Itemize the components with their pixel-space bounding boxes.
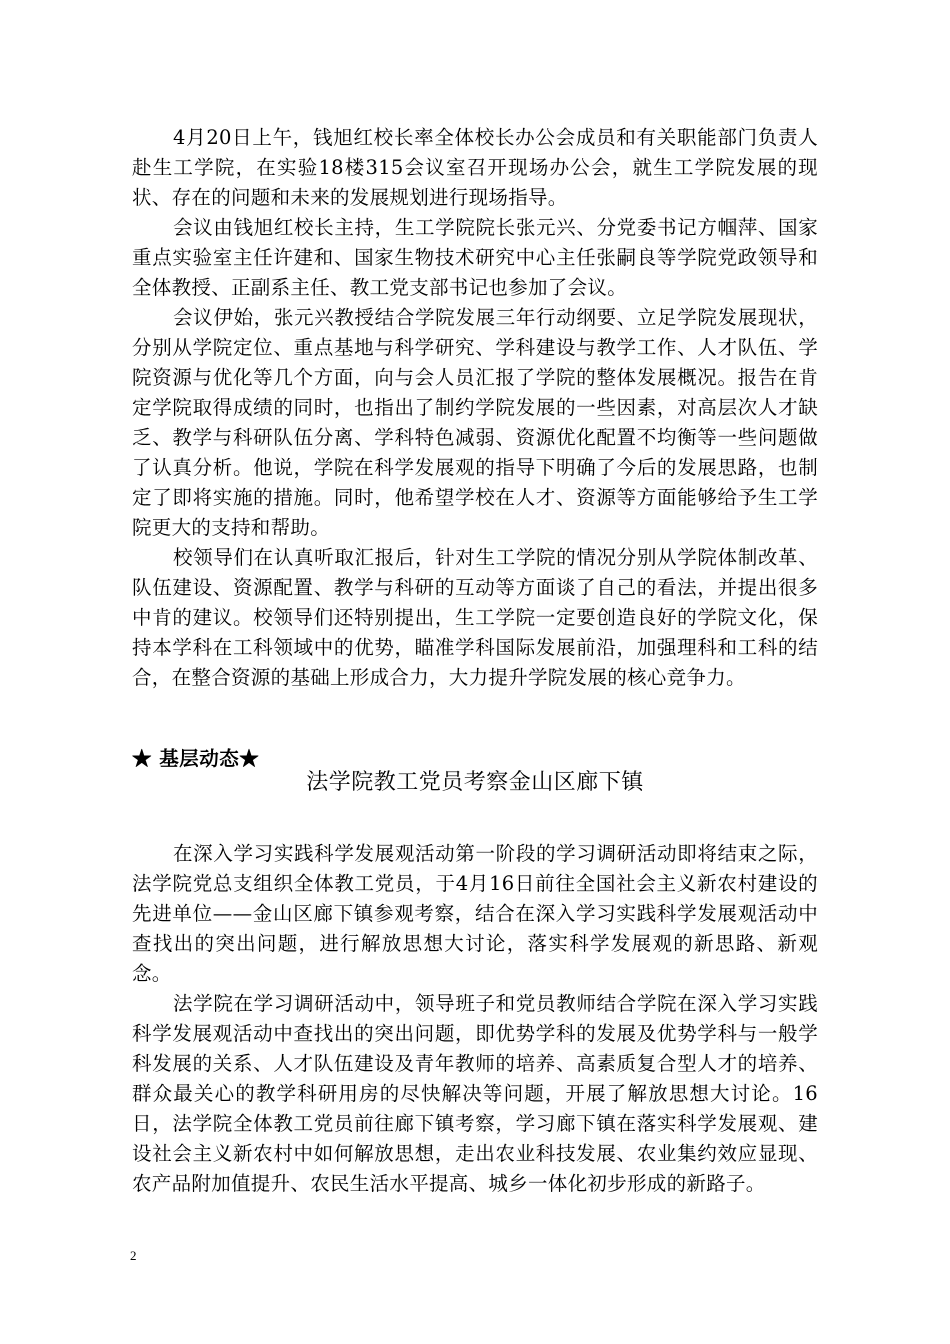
paragraph: 会议由钱旭红校长主持，生工学院院长张元兴、分党委书记方帼萍、国家重点实验室主任许建和、国家生物技术研究中心主任张嗣良等学院党政领导和全体教授、正副系主任、教工党支部书记也参加了会议。 xyxy=(132,216,818,299)
page-number: 2 xyxy=(130,1248,137,1263)
paragraph: 法学院在学习调研活动中，领导班子和党员教师结合学院在深入学习实践科学发展观活动中查找出的突出问题，即优势学科的发展及优势学科与一般学科发展的关系、人才队伍建设及青年教师的培养、高素质复合型人才的培养、群众最关心的教学科研用房的尽快解决等问题，开展了解放思想大讨论。16日，法学院全体教工党员前往廊下镇考察，学习廊下镇在落实科学发展观、建设社会主义新农村中如何解放思想，走出农业科技发展、农业集约效应显现、农产品附加值提升、农民生活水平提高、城乡一体化初步形成的新路子。 xyxy=(132,992,818,1195)
paragraph: 在深入学习实践科学发展观活动第一阶段的学习调研活动即将结束之际，法学院党总支组织全体教工党员，于4月16日前往全国社会主义新农村建设的先进单位——金山区廊下镇参观考察，结合在深入学习实践科学发展观活动中查找出的突出问题，进行解放思想大讨论，落实科学发展观的新思路、新观念。 xyxy=(132,842,818,985)
paragraph: 校领导们在认真听取汇报后，针对生工学院的情况分别从学院体制改革、队伍建设、资源配置、教学与科研的互动等方面谈了自己的看法，并提出很多中肯的建议。校领导们还特别提出，生工学院一定要创造良好的学院文化，保持本学科在工科领域中的优势，瞄准学科国际发展前沿，加强理科和工科的结合，在整合资源的基础上形成合力，大力提升学院发展的核心竞争力。 xyxy=(132,546,818,689)
meeting-report-section xyxy=(132,123,818,693)
article-body-section xyxy=(132,839,818,1199)
paragraph: 4月20日上午，钱旭红校长率全体校长办公会成员和有关职能部门负责人赴生工学院，在实验18楼315会议室召开现场办公会，就生工学院发展的现状、存在的问题和未来的发展规划进行现场指导。 xyxy=(132,126,818,209)
article-title: 法学院教工党员考察金山区廊下镇 xyxy=(306,770,644,795)
paragraph: 会议伊始，张元兴教授结合学院发展三年行动纲要、立足学院发展现状，分别从学院定位、重点基地与科学研究、学科建设与教学工作、人才队伍、学院资源与优化等几个方面，向与会人员汇报了学院的整体发展概况。报告在肯定学院取得成绩的同时，也指出了制约学院发展的一些因素，对高层次人才缺乏、教学与科研队伍分离、学科特色减弱、资源优化配置不均衡等一些问题做了认真分析。他说，学院在科学发展观的指导下明确了今后的发展思路，也制定了即将实施的措施。同时，他希望学校在人才、资源等方面能够给予生工学院更大的支持和帮助。 xyxy=(132,306,818,539)
section-label: ★ 基层动态★ xyxy=(132,747,260,770)
